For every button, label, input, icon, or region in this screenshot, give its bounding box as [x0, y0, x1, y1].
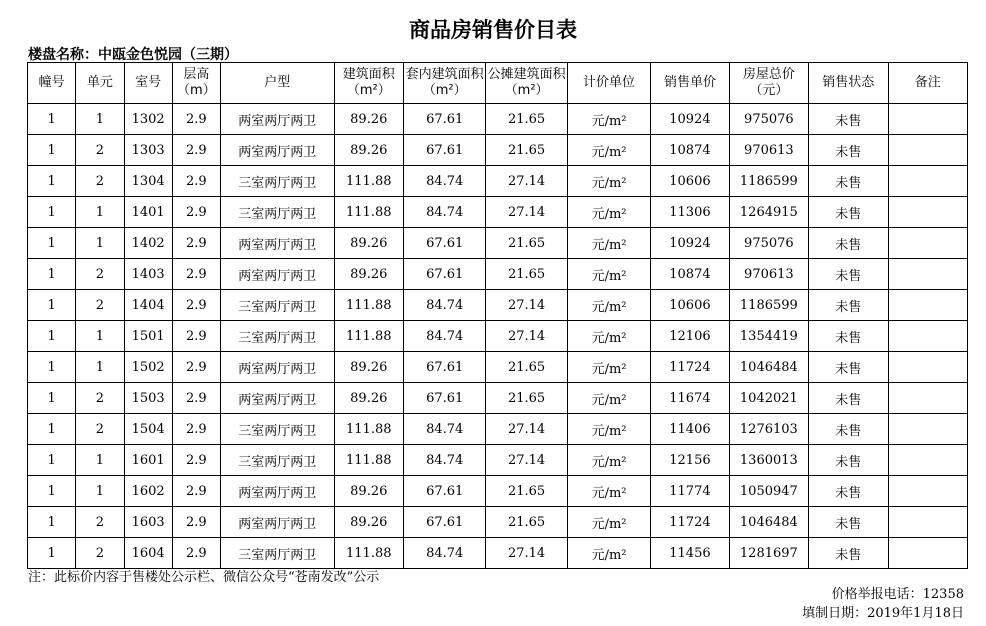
- cell-building: 1: [28, 104, 76, 135]
- cell-unit-price: 12156: [651, 445, 729, 476]
- header-unit-price: 销售单价: [651, 63, 729, 104]
- cell-inner-area: 67.61: [403, 507, 485, 538]
- cell-building: 1: [28, 445, 76, 476]
- cell-room: 1404: [124, 290, 172, 321]
- cell-remarks: [888, 197, 968, 228]
- cell-total-price: 1042021: [729, 383, 808, 414]
- cell-total-price: 975076: [729, 104, 808, 135]
- cell-unit-price: 10924: [651, 228, 729, 259]
- cell-layout: 两室两厅两卫: [221, 352, 335, 383]
- cell-layout: 两室两厅两卫: [221, 104, 335, 135]
- cell-remarks: [888, 352, 968, 383]
- cell-layout: 三室两厅两卫: [221, 290, 335, 321]
- cell-shared-area: 27.14: [486, 197, 567, 228]
- cell-shared-area: 21.65: [486, 476, 567, 507]
- cell-gross-area: 111.88: [334, 197, 403, 228]
- cell-shared-area: 21.65: [486, 135, 567, 166]
- cell-remarks: [888, 476, 968, 507]
- cell-price-unit: 元/m²: [567, 321, 650, 352]
- cell-price-unit: 元/m²: [567, 352, 650, 383]
- cell-total-price: 1264915: [729, 197, 808, 228]
- cell-room: 1502: [124, 352, 172, 383]
- cell-unit: 1: [76, 445, 124, 476]
- cell-room: 1302: [124, 104, 172, 135]
- cell-shared-area: 21.65: [486, 352, 567, 383]
- cell-building: 1: [28, 290, 76, 321]
- cell-inner-area: 84.74: [403, 321, 485, 352]
- table-row: [28, 476, 968, 507]
- cell-floor-height: 2.9: [172, 445, 220, 476]
- cell-remarks: [888, 507, 968, 538]
- cell-gross-area: 89.26: [334, 352, 403, 383]
- table-row: [28, 538, 968, 569]
- cell-layout: 三室两厅两卫: [221, 321, 335, 352]
- cell-room: 1403: [124, 259, 172, 290]
- cell-status: 未售: [809, 290, 888, 321]
- cell-remarks: [888, 445, 968, 476]
- cell-unit-price: 10606: [651, 290, 729, 321]
- cell-gross-area: 111.88: [334, 290, 403, 321]
- project-name: 楼盘名称：中瓯金色悦园（三期）: [28, 47, 238, 63]
- cell-gross-area: 89.26: [334, 383, 403, 414]
- cell-unit: 1: [76, 321, 124, 352]
- cell-unit-price: 11674: [651, 383, 729, 414]
- cell-unit-price: 11406: [651, 414, 729, 445]
- cell-room: 1402: [124, 228, 172, 259]
- cell-inner-area: 84.74: [403, 445, 485, 476]
- cell-building: 1: [28, 166, 76, 197]
- cell-price-unit: 元/m²: [567, 290, 650, 321]
- cell-room: 1604: [124, 538, 172, 569]
- cell-price-unit: 元/m²: [567, 104, 650, 135]
- header-layout: 户型: [221, 63, 335, 104]
- cell-total-price: 1360013: [729, 445, 808, 476]
- cell-price-unit: 元/m²: [567, 383, 650, 414]
- cell-unit: 1: [76, 104, 124, 135]
- table-row: [28, 414, 968, 445]
- cell-unit: 2: [76, 507, 124, 538]
- cell-remarks: [888, 259, 968, 290]
- cell-layout: 三室两厅两卫: [221, 197, 335, 228]
- cell-total-price: 1046484: [729, 352, 808, 383]
- page-title: 商品房销售价目表: [409, 18, 577, 42]
- table-header-row: [28, 63, 968, 104]
- header-inner-area: 套内建筑面积（m²）: [403, 63, 485, 104]
- cell-inner-area: 67.61: [403, 352, 485, 383]
- cell-floor-height: 2.9: [172, 321, 220, 352]
- cell-status: 未售: [809, 507, 888, 538]
- cell-status: 未售: [809, 538, 888, 569]
- cell-floor-height: 2.9: [172, 166, 220, 197]
- cell-gross-area: 89.26: [334, 476, 403, 507]
- table-row: [28, 321, 968, 352]
- cell-room: 1504: [124, 414, 172, 445]
- cell-unit-price: 10606: [651, 166, 729, 197]
- cell-inner-area: 84.74: [403, 538, 485, 569]
- cell-layout: 三室两厅两卫: [221, 166, 335, 197]
- cell-room: 1603: [124, 507, 172, 538]
- cell-status: 未售: [809, 352, 888, 383]
- table-row: [28, 259, 968, 290]
- cell-total-price: 1186599: [729, 290, 808, 321]
- cell-unit-price: 10874: [651, 259, 729, 290]
- cell-status: 未售: [809, 383, 888, 414]
- cell-remarks: [888, 383, 968, 414]
- cell-remarks: [888, 538, 968, 569]
- footnote: 注：此标价内容于售楼处公示栏、微信公众号“苍南发改”公示: [28, 570, 380, 585]
- table-body: [28, 104, 968, 569]
- cell-inner-area: 67.61: [403, 383, 485, 414]
- cell-layout: 两室两厅两卫: [221, 135, 335, 166]
- cell-shared-area: 21.65: [486, 507, 567, 538]
- table-row: [28, 228, 968, 259]
- cell-shared-area: 27.14: [486, 445, 567, 476]
- cell-shared-area: 21.65: [486, 228, 567, 259]
- cell-unit: 2: [76, 414, 124, 445]
- table-row: [28, 352, 968, 383]
- header-unit: 单元: [76, 63, 124, 104]
- cell-remarks: [888, 290, 968, 321]
- cell-gross-area: 111.88: [334, 414, 403, 445]
- cell-room: 1503: [124, 383, 172, 414]
- cell-price-unit: 元/m²: [567, 414, 650, 445]
- cell-unit-price: 11456: [651, 538, 729, 569]
- cell-unit-price: 11724: [651, 507, 729, 538]
- cell-unit: 2: [76, 290, 124, 321]
- cell-floor-height: 2.9: [172, 135, 220, 166]
- cell-building: 1: [28, 135, 76, 166]
- cell-remarks: [888, 135, 968, 166]
- cell-status: 未售: [809, 197, 888, 228]
- table-row: [28, 104, 968, 135]
- cell-floor-height: 2.9: [172, 414, 220, 445]
- cell-building: 1: [28, 538, 76, 569]
- table-row: [28, 290, 968, 321]
- cell-building: 1: [28, 352, 76, 383]
- cell-layout: 两室两厅两卫: [221, 476, 335, 507]
- cell-shared-area: 27.14: [486, 290, 567, 321]
- cell-price-unit: 元/m²: [567, 476, 650, 507]
- cell-status: 未售: [809, 414, 888, 445]
- cell-total-price: 1281697: [729, 538, 808, 569]
- table-row: [28, 197, 968, 228]
- cell-building: 1: [28, 197, 76, 228]
- cell-unit: 2: [76, 538, 124, 569]
- cell-total-price: 1050947: [729, 476, 808, 507]
- cell-gross-area: 111.88: [334, 166, 403, 197]
- cell-remarks: [888, 166, 968, 197]
- cell-status: 未售: [809, 104, 888, 135]
- cell-building: 1: [28, 507, 76, 538]
- cell-floor-height: 2.9: [172, 290, 220, 321]
- cell-status: 未售: [809, 166, 888, 197]
- cell-total-price: 1046484: [729, 507, 808, 538]
- cell-remarks: [888, 104, 968, 135]
- table-row: [28, 383, 968, 414]
- table-row: [28, 135, 968, 166]
- cell-price-unit: 元/m²: [567, 166, 650, 197]
- cell-room: 1303: [124, 135, 172, 166]
- cell-layout: 两室两厅两卫: [221, 507, 335, 538]
- cell-floor-height: 2.9: [172, 383, 220, 414]
- cell-unit-price: 10874: [651, 135, 729, 166]
- header-gross-area: 建筑面积（m²）: [334, 63, 403, 104]
- cell-unit: 1: [76, 352, 124, 383]
- cell-total-price: 1354419: [729, 321, 808, 352]
- cell-room: 1601: [124, 445, 172, 476]
- cell-gross-area: 89.26: [334, 507, 403, 538]
- cell-room: 1501: [124, 321, 172, 352]
- header-price-unit: 计价单位: [567, 63, 650, 104]
- cell-inner-area: 67.61: [403, 104, 485, 135]
- cell-building: 1: [28, 228, 76, 259]
- cell-status: 未售: [809, 445, 888, 476]
- cell-floor-height: 2.9: [172, 352, 220, 383]
- cell-gross-area: 111.88: [334, 538, 403, 569]
- cell-gross-area: 89.26: [334, 135, 403, 166]
- cell-price-unit: 元/m²: [567, 259, 650, 290]
- fill-date: 填制日期：2019年1月18日: [802, 606, 964, 621]
- cell-inner-area: 67.61: [403, 259, 485, 290]
- table-row: [28, 166, 968, 197]
- cell-price-unit: 元/m²: [567, 135, 650, 166]
- cell-room: 1304: [124, 166, 172, 197]
- cell-total-price: 1276103: [729, 414, 808, 445]
- cell-unit-price: 10924: [651, 104, 729, 135]
- cell-layout: 两室两厅两卫: [221, 228, 335, 259]
- cell-gross-area: 111.88: [334, 321, 403, 352]
- header-room: 室号: [124, 63, 172, 104]
- cell-remarks: [888, 321, 968, 352]
- cell-building: 1: [28, 476, 76, 507]
- header-status: 销售状态: [809, 63, 888, 104]
- cell-shared-area: 27.14: [486, 414, 567, 445]
- header-total-price: 房屋总价（元）: [729, 63, 808, 104]
- cell-shared-area: 27.14: [486, 321, 567, 352]
- cell-floor-height: 2.9: [172, 538, 220, 569]
- cell-floor-height: 2.9: [172, 228, 220, 259]
- cell-inner-area: 67.61: [403, 476, 485, 507]
- cell-unit: 2: [76, 383, 124, 414]
- cell-gross-area: 89.26: [334, 259, 403, 290]
- cell-inner-area: 84.74: [403, 197, 485, 228]
- cell-price-unit: 元/m²: [567, 445, 650, 476]
- cell-unit-price: 11774: [651, 476, 729, 507]
- cell-unit: 2: [76, 135, 124, 166]
- cell-layout: 两室两厅两卫: [221, 383, 335, 414]
- header-shared-area: 公摊建筑面积（m²）: [486, 63, 567, 104]
- cell-floor-height: 2.9: [172, 476, 220, 507]
- cell-unit: 2: [76, 259, 124, 290]
- table-row: [28, 445, 968, 476]
- cell-building: 1: [28, 259, 76, 290]
- cell-inner-area: 67.61: [403, 228, 485, 259]
- cell-price-unit: 元/m²: [567, 507, 650, 538]
- cell-unit: 1: [76, 476, 124, 507]
- cell-room: 1401: [124, 197, 172, 228]
- header-building: 幢号: [28, 63, 76, 104]
- price-hotline: 价格举报电话：12358: [831, 587, 964, 602]
- cell-price-unit: 元/m²: [567, 228, 650, 259]
- cell-building: 1: [28, 321, 76, 352]
- cell-status: 未售: [809, 476, 888, 507]
- cell-shared-area: 21.65: [486, 259, 567, 290]
- cell-inner-area: 84.74: [403, 414, 485, 445]
- cell-floor-height: 2.9: [172, 259, 220, 290]
- cell-status: 未售: [809, 321, 888, 352]
- cell-unit: 1: [76, 228, 124, 259]
- cell-building: 1: [28, 414, 76, 445]
- cell-layout: 三室两厅两卫: [221, 538, 335, 569]
- cell-price-unit: 元/m²: [567, 197, 650, 228]
- cell-shared-area: 21.65: [486, 104, 567, 135]
- cell-inner-area: 84.74: [403, 166, 485, 197]
- cell-status: 未售: [809, 259, 888, 290]
- cell-unit: 2: [76, 166, 124, 197]
- cell-unit-price: 11306: [651, 197, 729, 228]
- cell-floor-height: 2.9: [172, 197, 220, 228]
- cell-total-price: 970613: [729, 259, 808, 290]
- cell-shared-area: 27.14: [486, 538, 567, 569]
- cell-layout: 两室两厅两卫: [221, 259, 335, 290]
- cell-total-price: 975076: [729, 228, 808, 259]
- cell-layout: 三室两厅两卫: [221, 414, 335, 445]
- cell-total-price: 970613: [729, 135, 808, 166]
- cell-room: 1602: [124, 476, 172, 507]
- cell-status: 未售: [809, 135, 888, 166]
- cell-floor-height: 2.9: [172, 507, 220, 538]
- table-row: [28, 507, 968, 538]
- cell-status: 未售: [809, 228, 888, 259]
- cell-total-price: 1186599: [729, 166, 808, 197]
- price-table: [27, 62, 968, 569]
- cell-inner-area: 84.74: [403, 290, 485, 321]
- header-floor-height: 层高（m）: [172, 63, 220, 104]
- cell-floor-height: 2.9: [172, 104, 220, 135]
- cell-unit-price: 12106: [651, 321, 729, 352]
- cell-price-unit: 元/m²: [567, 538, 650, 569]
- cell-gross-area: 111.88: [334, 445, 403, 476]
- cell-unit: 1: [76, 197, 124, 228]
- cell-unit-price: 11724: [651, 352, 729, 383]
- cell-gross-area: 89.26: [334, 104, 403, 135]
- cell-layout: 三室两厅两卫: [221, 445, 335, 476]
- cell-inner-area: 67.61: [403, 135, 485, 166]
- cell-building: 1: [28, 383, 76, 414]
- cell-gross-area: 89.26: [334, 228, 403, 259]
- cell-shared-area: 27.14: [486, 166, 567, 197]
- header-remarks: 备注: [888, 63, 968, 104]
- cell-shared-area: 21.65: [486, 383, 567, 414]
- cell-remarks: [888, 414, 968, 445]
- cell-remarks: [888, 228, 968, 259]
